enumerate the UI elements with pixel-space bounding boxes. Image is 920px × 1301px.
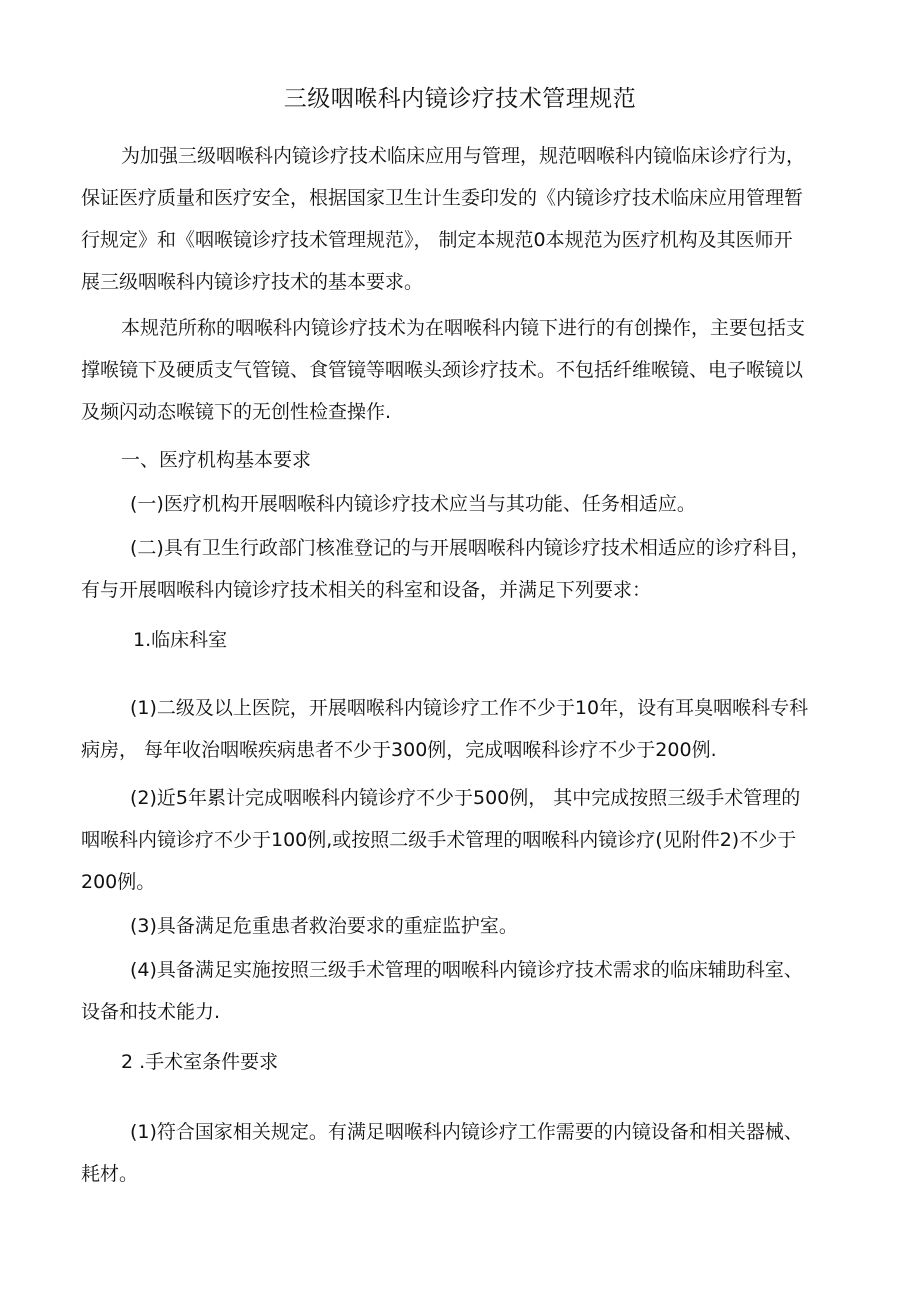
intro-line: 为加强三级咽喉科内镜诊疗技术临床应用与管理，规范咽喉科内镜临床诊疗行为， xyxy=(121,145,806,167)
intro-line: 行规定》和《咽喉镜诊疗技术管理规范》， 制定本规范0本规范为医疗机构及其医师开 xyxy=(81,229,793,251)
scope-line: 撑喉镜下及硬质支气管镜、食管镜等咽喉头颈诊疗技术。不包括纤维喉镜、电子喉镜以 xyxy=(81,359,804,381)
subsection-heading: 1.临床科室 xyxy=(133,629,228,651)
clinical-requirement: 设备和技术能力. xyxy=(81,1001,221,1023)
intro-line: 展三级咽喉科内镜诊疗技术的基本要求。 xyxy=(81,271,424,293)
clinical-requirement: (3)具备满足危重患者救治要求的重症监护室。 xyxy=(130,915,518,937)
clinical-requirement: (4)具备满足实施按照三级手术管理的咽喉科内镜诊疗技术需求的临床辅助科室、 xyxy=(130,959,803,981)
subsection-heading: 2 .手术室条件要求 xyxy=(121,1051,279,1073)
requirement-item: (二)具有卫生行政部门核准登记的与开展咽喉科内镜诊疗技术相适应的诊疗科目， xyxy=(130,537,810,559)
clinical-requirement: 200例。 xyxy=(81,871,156,893)
operating-room-requirement: (1)符合国家相关规定。有满足咽喉科内镜诊疗工作需要的内镜设备和相关器械、 xyxy=(130,1121,803,1143)
document-title: 三级咽喉科内镜诊疗技术管理规范 xyxy=(283,86,637,112)
clinical-requirement: 咽喉科内镜诊疗不少于100例,或按照二级手术管理的咽喉科内镜诊疗(见附件2)不少于 xyxy=(81,829,797,851)
requirement-item: (一)医疗机构开展咽喉科内镜诊疗技术应当与其功能、任务相适应。 xyxy=(130,493,696,515)
scope-line: 及频闪动态喉镜下的无创性检查操作. xyxy=(81,401,392,423)
scope-line: 本规范所称的咽喉科内镜诊疗技术为在咽喉科内镜下进行的有创操作，主要包括支 xyxy=(121,317,806,339)
clinical-requirement: (1)二级及以上医院，开展咽喉科内镜诊疗工作不少于10年，设有耳臭咽喉科专科 xyxy=(130,697,809,719)
section-heading: 一、医疗机构基本要求 xyxy=(121,449,312,471)
requirement-item: 有与开展咽喉科内镜诊疗技术相关的科室和设备，并满足下列要求： xyxy=(81,579,652,601)
operating-room-requirement: 耗材。 xyxy=(81,1163,139,1185)
clinical-requirement: (2)近5年累计完成咽喉科内镜诊疗不少于500例， 其中完成按照三级手术管理的 xyxy=(130,787,801,809)
intro-line: 保证医疗质量和医疗安全，根据国家卫生计生委印发的《内镜诊疗技术临床应用管理暂 xyxy=(81,187,804,209)
clinical-requirement: 病房， 每年收治咽喉疾病患者不少于300例，完成咽喉科诊疗不少于200例. xyxy=(81,739,717,761)
